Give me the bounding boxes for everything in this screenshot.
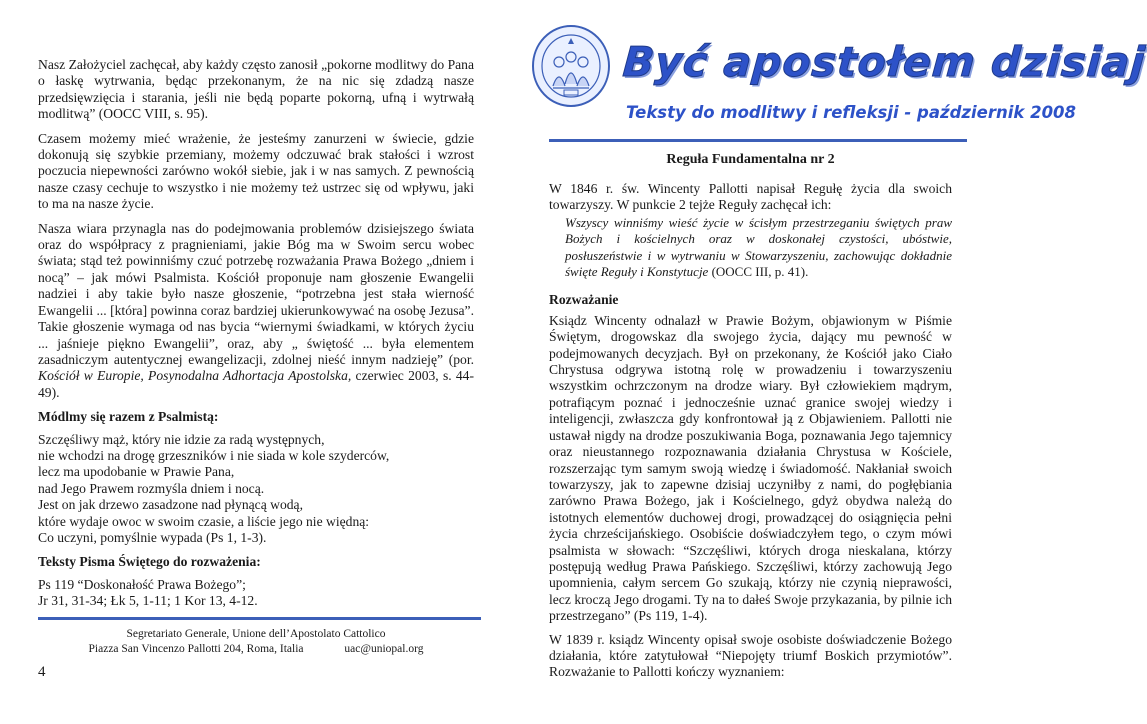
scripture-list — [38, 577, 474, 610]
prayer-heading: Módlmy się razem z Psalmistą: — [38, 409, 219, 425]
closing-paragraph: W 1839 r. ksiądz Wincenty opisał swoje osobiste doświadczenie Bożego działania, które zatytułował “Niepojęty triumf Boskich przymiotów”. Rozważanie to Pallotti kończy wyznaniem: — [549, 631, 952, 680]
newsletter-subtitle: Teksty do modlitwy i refleksji - październik 2008 — [626, 103, 1077, 122]
rule-quote: Wszyscy winniśmy wieść życie w ścisłym przestrzeganiu świętych praw Bożych i kościelnych oraz w doskonałej czystości, ubóstwie, posłuszeństwie i w wytrwaniu w Stowarzyszeniu, zachowując dokładnie święte Reguły i Konstytucje (OOCC III, p. 41). — [565, 214, 952, 280]
reflection-text: Ksiądz Wincenty odnalazł w Prawie Bożym, objawionym w Piśmie Świętym, drogowskaz dla swojego życia, dający mu pewność w podejmowanych decyzjach. Był on przekonany, że Kościół jako Ciało Chrystusa odgrywa istotną rolę w prowadzeniu i towarzyszeniu wszystkim ochrzczonym na drodze wiary. Był człowiekiem mądrym, potrafiącym poznać i jednocześnie uznać granice swojej wiedzy i inteligencji, zwłaszcza gdy konfrontował ją z Objawieniem. Pallotti nie ustawał nigdy na drodze poszukiwania Boga, poznawania Jego tajemnicy oraz nieustannego rozpoznawania działania Chrystusa w Kościele, rozszerzając tym samym swoją wiedzę i świadomość. Nakłaniał swoich towarzyszy, jak to zapewne dzisiaj uczyniłby z nami, do pogłębiania zarówno Prawa Bożego, jak i Kościelnego, gdyż obydwa należą do istotnych elementów duchowej drogi, prowadzącej do osiągnięcia pełni życia chrześcijańskiego. Osobiście doświadczyłem tego, o czym mówi psalmista w słowach: “Szczęśliwi, których droga nieskalana, którzy postępują według Prawa Pańskiego. Szczęśliwi, którzy zachowują Jego upomnienia, całym sercem Go szukają, którzy nie czynią nieprawości, lecz kroczą Jego drogami. Ty na to dałeś Swoje przykazania, by pilnie ich przestrzegano” (Ps 119, 1-4). — [549, 312, 952, 624]
scripture-heading: Teksty Pisma Świętego do rozważenia: — [38, 554, 261, 570]
psalm-line: lecz ma upodobanie w Prawie Pana, — [38, 464, 235, 480]
psalm-line: Szczęśliwy mąż, który nie idzie za radą występnych, — [38, 431, 325, 447]
footer-org: Segretariato Generale, Unione dell’Apostolato Cattolico — [126, 628, 386, 640]
paragraph-changing-world: Czasem możemy mieć wrażenie, że jesteśmy zanurzeni w świecie, gdzie dokonują się szybkie przemiany, możemy odczuwać brak stałości i wzrost poczucia niepewności zarówno wokół siebie, jak i w nas samych. Z pewnością nasze czasy cechuje to wszystko i nie możemy też ustrzec się od wpływu, jaki to ma na nasze życie. — [38, 130, 474, 212]
left-page — [38, 0, 474, 610]
footer-address-line — [38, 642, 474, 656]
psalm-line: które wydaje owoc w swoim czasie, a liście jego nie więdną: — [38, 513, 370, 529]
rule-intro: W 1846 r. św. Wincenty Pallotti napisał Regułę życia dla swoich towarzyszy. W punkcie 2 tejże Reguły zachęcał ich: — [549, 181, 952, 213]
psalm-line: nie wchodzi na drogę grzeszników i nie siada w kole szyderców, — [38, 447, 390, 463]
paragraph-faith: Nasza wiara przynagla nas do podejmowania problemów dzisiejszego świata oraz do współpracy z pragnieniami, jakie Bóg ma w Swoim sercu wobec świata; stąd też powinniśmy czuć potrzebę rozważania Prawa Bożego „dniem i nocą” – jak mówi Psalmista. Kościół proponuje nam głoszenie Ewangelii nadziei i aby takie było nasze głoszenie, “potrzebna jest stała wierność Ewangelii ... [która] powinna coraz bardziej ukierunkowywać na osobę Jezusa”. Takie głoszenie wymaga od nas bycia “wiernymi świadkami, w których życiu ... jaśnieje piękno Ewangelii”, oraz, aby „ świętość ... była elementem zasadniczym autentycznej ewangelizacji, zdolnej nieść innym nadzieję” (por. Kościół w Europie, Posynodalna Adhortacja Apostolska, czerwiec 2003, s. 44-49). — [38, 220, 475, 400]
scripture-line: Ps 119 “Doskonałość Prawa Bożego”; — [38, 576, 246, 592]
newsletter-title: Być apostołem dzisiaj — [621, 38, 1147, 86]
psalm-verses — [38, 432, 474, 547]
footer-email[interactable]: uac@uniopal.org — [344, 643, 424, 655]
header-divider — [549, 139, 967, 142]
scripture-line: Jr 31, 31-34; Łk 5, 1-11; 1 Kor 13, 4-12. — [38, 593, 258, 609]
footer-address: Piazza San Vincenzo Pallotti 204, Roma, Italia — [88, 643, 304, 655]
paragraph-founder-prayer: Nasz Założyciel zachęcał, aby każdy często zanosił „pokorne modlitwy do Pana o łaskę wytrwania, będąc przekonanym, że na nic się zdadzą nasze przedsięwzięcia i starania, jeśli nie będą poparte pokorną, ufną i wytrwałą modlitwą” (OOCC VIII, s. 95). — [38, 57, 474, 122]
psalm-line: Jest on jak drzewo zasadzone nad płynącą wodą, — [38, 497, 303, 513]
apostolate-seal-icon — [531, 24, 611, 108]
page-number: 4 — [38, 664, 46, 680]
section-heading: Reguła Fundamentalna nr 2 — [666, 152, 835, 167]
right-page — [549, 181, 952, 681]
reflection-heading: Rozważanie — [549, 292, 619, 308]
footer-divider — [38, 617, 481, 620]
psalm-line: Co uczyni, pomyślnie wypada (Ps 1, 1-3). — [38, 529, 267, 545]
psalm-line: nad Jego Prawem rozmyśla dniem i nocą. — [38, 480, 265, 496]
